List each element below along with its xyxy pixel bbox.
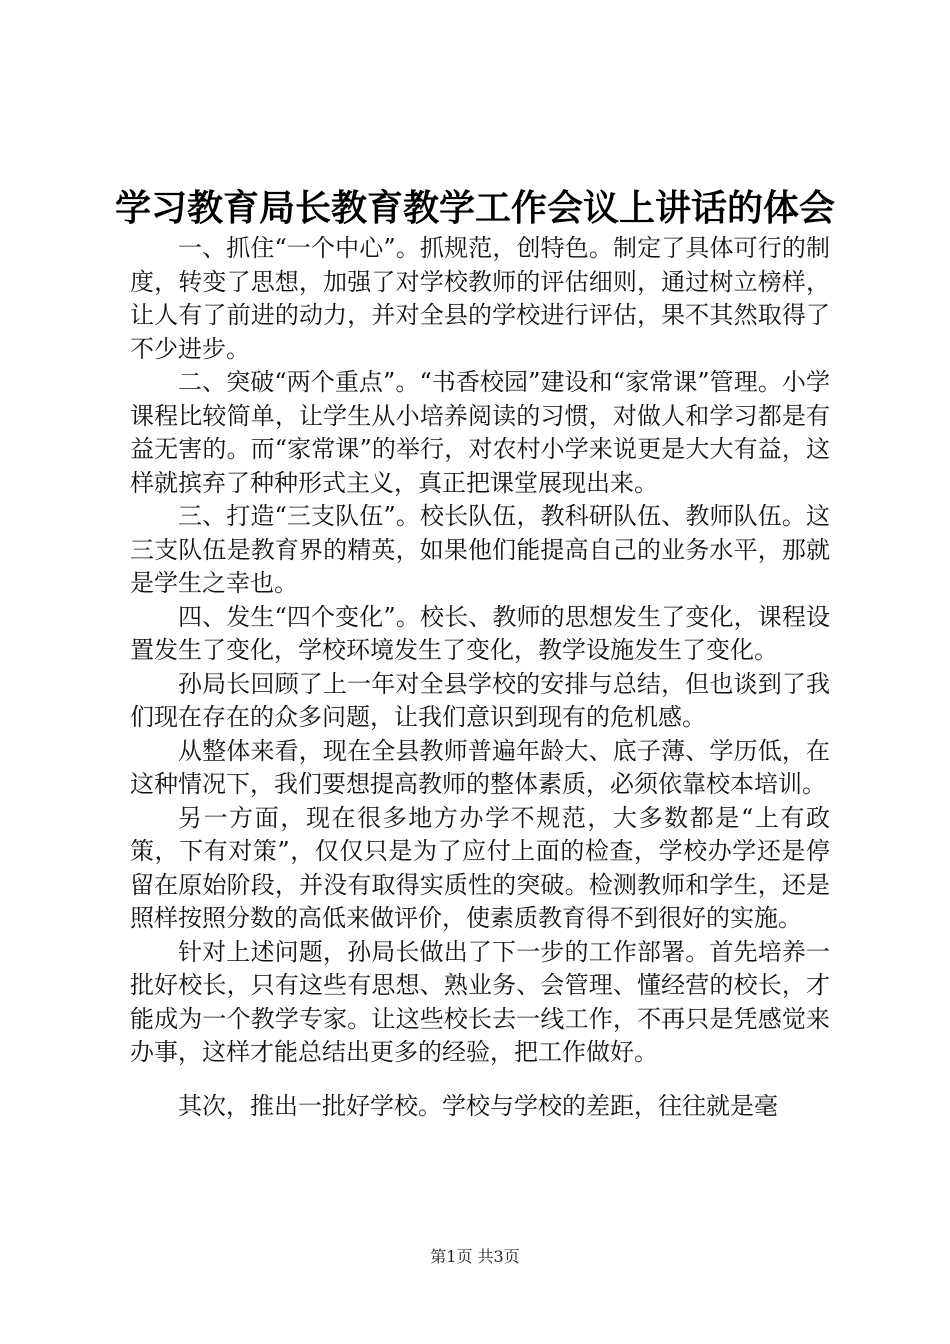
paragraph: 三、打造“三支队伍”。校长队伍，教科研队伍、教师队伍。这三支队伍是教育界的精英，如果他们能提高自己的业务水平，那就是学生之幸也。 xyxy=(130,502,830,597)
paragraph: 从整体来看，现在全县教师普遍年龄大、底子薄、学历低，在这种情况下，我们要想提高教师的整体素质，必须依靠校本培训。 xyxy=(130,736,830,798)
paragraph: 一、抓住“一个中心”。抓规范，创特色。制定了具体可行的制度，转变了思想，加强了对学校教师的评估细则，通过树立榜样，让人有了前进的动力，并对全县的学校进行评估，果不其然取得了不少进步。 xyxy=(130,234,830,363)
paragraph: 针对上述问题，孙局长做出了下一步的工作部署。首先培养一批好校长，只有这些有思想、熟业务、会管理、懂经营的校长，才能成为一个教学专家。让这些校长去一线工作，不再只是凭感觉来办事，这样才能总结出更多的经验，把工作做好。 xyxy=(130,937,830,1066)
paragraph: 另一方面，现在很多地方办学不规范，大多数都是“上有政策，下有对策”，仅仅只是为了应付上面的检查，学校办学还是停留在原始阶段，并没有取得实质性的突破。检测教师和学生，还是照样按照分数的高低来做评价，使素质教育得不到很好的实施。 xyxy=(130,803,830,932)
paragraph: 四、发生“四个变化”。校长、教师的思想发生了变化，课程设置发生了变化，学校环境发生了变化，教学设施发生了变化。 xyxy=(130,602,830,664)
paragraph: 二、突破“两个重点”。“书香校园”建设和“家常课”管理。小学课程比较简单，让学生从小培养阅读的习惯，对做人和学习都是有益无害的。而“家常课”的举行，对农村小学来说更是大大有益，这样就摈弃了种种形式主义，真正把课堂展现出来。 xyxy=(130,368,830,497)
document-title: 学习教育局长教育教学工作会议上讲话的体会 xyxy=(114,187,835,229)
paragraph: 孙局长回顾了上一年对全县学校的安排与总结，但也谈到了我们现在存在的众多问题，让我们意识到现有的危机感。 xyxy=(130,669,830,731)
document-body xyxy=(130,232,830,1123)
paragraph: 其次，推出一批好学校。学校与学校的差距，往往就是毫 xyxy=(178,1091,778,1120)
page-footer: 第1页 共3页 xyxy=(430,1247,520,1266)
